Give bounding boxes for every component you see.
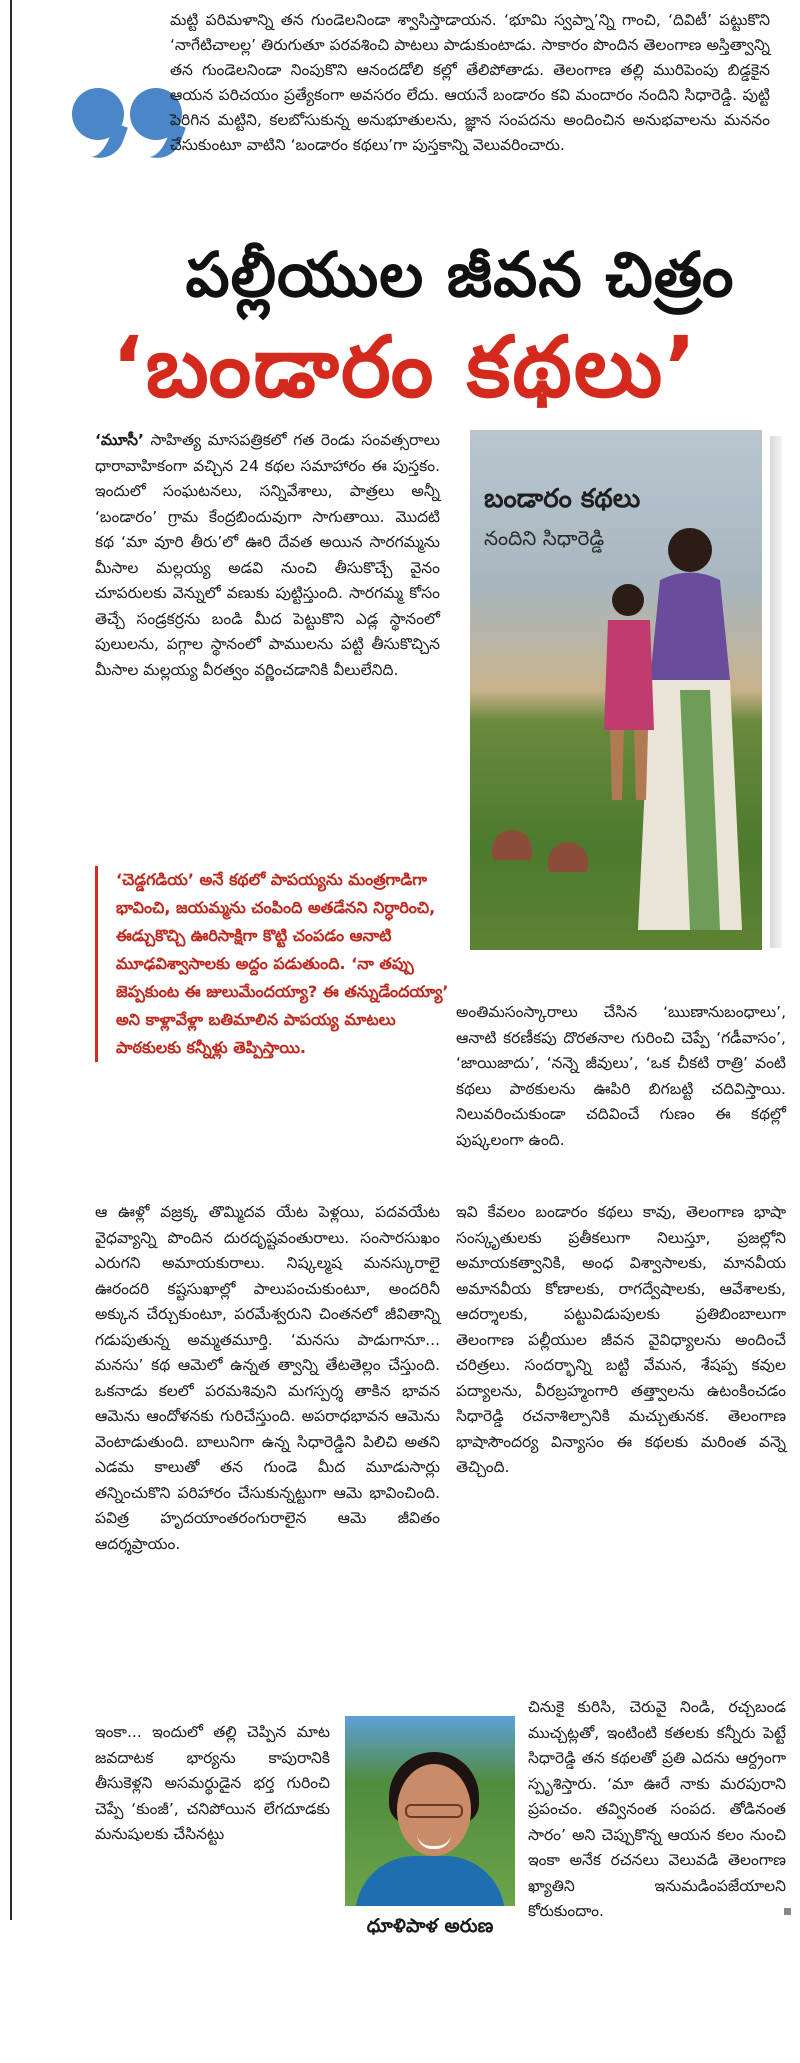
right-column-top [456,1000,786,1175]
headline-line-1: పల్లీయుల జీవన చిత్రం [185,238,735,311]
right-column-middle [456,1200,786,1503]
paragraph-5: ఇవి కేవలం బండారం కథలు కావు, తెలంగాణ భాషా సంస్కృతులకు ప్రతీకలుగా నిలుస్తూ, ప్రజల్లోని అమాయకత్వానికి, అంధ విశ్వాసాలకు, మానవీయ అమానవీయ కోణాలకు, రాగద్వేషాలకు, ఆవేశాలకు, ఆదర్శాలకు, పట్టువిడుపులకు ప్రతిబింబాలుగా తెలంగాణ పల్లీయుల జీవన వైవిధ్యాలను అందించే చరిత్రలు. సందర్భాన్ని బట్టి వేమన, శేషప్ప కవుల పద్యాలను, వీరబ్రహ్మంగారి తత్త్వాలను ఉటంకించడం సిధారెడ్డి రచనాశిల్పానికి మచ్చుతునక. తెలంగాణ భాషాసౌందర్య విన్యాసం ఈ కథలకు మరింత వన్నె తెచ్చింది. [456,1203,786,1476]
paragraph-4: అంతిమసంస్కారాలు చేసిన ‘ఋణానుబంధాలు’, ఆనాటి కరణీకపు దొరతనాల గురించి చెప్పే ‘గడీవాసం’, ‘జాయిజాదు’, ‘నన్నె జీవులు’, ‘ఒక చీకటి రాత్రి’ వంటి కథలు పాఠకులను ఊపిరి బిగబట్టి చదివిస్తాయి. నిలువరించుకుండా చదివించే గుణం ఈ కథల్లో పుష్కలంగా ఉంది. [456,1003,786,1149]
field-worker-icon [548,842,588,872]
left-column-end [95,1720,330,1870]
book-author: నందిని సిధారెడ్డి [484,526,605,550]
paragraph-6: చినుకై కురిసి, చెరువై నిండి, రచ్చబండ ముచ్చట్లతో, ఇంటింటి కతలకు కన్నీరు పెట్టే సిధారెడ్డి తన కథలతో ప్రతి ఎదను ఆర్ద్రంగా స్పృశిస్తారు. ‘మా ఊరే నాకు మరపురాని ప్రపంచం. తవ్వినంత సంపద. తోడినంత సారం’ అని చెప్పుకొన్న ఆయన కలం నుంచి ఇంకా అనేక రచనలు వెలువడి తెలంగాణ ఖ్యాతిని ఇనుమడింపజేయాలని కోరుకుందాం. [528,1698,786,1920]
end-mark [784,1908,791,1915]
quote-mark-icon [72,88,182,140]
right-column-bottom [528,1695,786,1947]
paragraph-2: ఆ ఊళ్లో వజ్రక్క తొమ్మిదవ యేట పెళ్లయి, పదవయేట వైధవ్యాన్ని పొందిన దురదృష్టవంతురాలు. సంసారసుఖం ఎరుగని అమాయకురాలు. నిష్కల్మష మనస్కురాలై ఊరందరి కష్టసుఖాల్లో పాలుపంచుకుంటూ, అందరినీ అక్కున చేర్చుకుంటూ, పరమేశ్వరుని చింతనలో జీవితాన్ని గడుపుతున్న అమ్మతమూర్తి. ‘మనసు పాడుగానూ... మనసు’ కథ ఆమెలో ఉన్నత త్వాన్ని తేటతెల్లం చేస్తుంది. ఒకనాడు కలలో పరమశివుని మగస్పర్శ తాకిన భావన ఆమెను ఆందోళనకు గురిచేస్తుంది. అపరాధభావన ఆమెను వెంటాడుతుంది. బాలునిగా ఉన్న సిధారెడ్డిని పిలిచి అతని ఎడమ కాలుతో తన గుండె మీద మూడుసార్లు తన్నించుకొని పరిహారం చేసుకున్నట్టుగా ఆమె భావించింది. పవిత్ర హృదయాంతరంగురాలైన ఆమె జీవితం ఆదర్శప్రాయం. [95,1203,440,1553]
left-column-top [95,428,440,705]
paragraph-3: ఇంకా... ఇందులో తల్లి చెప్పిన మాట జవదాటక భార్యను కాపురానికి తీసుకెళ్లని అసమర్థుడైన భర్త గురించి చెప్పే ‘కుంజీ’, చనిపోయిన లేగదూడకు మనుషులకు చేసినట్టు [95,1723,330,1843]
book-cover-image [470,430,772,950]
left-column-rule [10,0,12,1920]
paragraph-1: సాహిత్య మాసపత్రికలో గత రెండు సంవత్సరాలు ధారావాహికంగా వచ్చిన 24 కథల సమాహారం ఈ పుస్తకం. ఇందులో సంఘటనలు, సన్నివేశాలు, పాత్రలు అన్నీ ‘బండారం’ గ్రామ కేంద్రబిందువుగా సాగుతాయి. మొదటి కథ ‘మా వూరి తీరు’లో ఊరి దేవత అయిన సారగమ్మను మీసాల మల్లయ్య అడవి నుంచి తీసుకొచ్చే వైనం చూపరులకు వెన్నులో వణుకు పుట్టిస్తుంది. సారగమ్మ కోసం తెచ్చే సండ్రకర్రను బండి మీద పెట్టుకొని ఎడ్ల స్థానంలో పులులను, పగ్గాల స్థానంలో పాములను పట్టి తీసుకొచ్చిన మీసాల మల్లయ్య వీరత్వం వర్ణించడానికి వీలులేనిది. [95,431,440,679]
author-name: ధూళిపాళ అరుణ [366,1915,494,1937]
author-photo [345,1716,515,1906]
left-column-bottom [95,1200,440,1579]
magazine-name: ‘మూసీ’ [95,431,144,449]
pull-quote: ‘చెడ్డగడియ’ అనే కథలో పాపయ్యను మంత్రగాడిగా భావించి, జయమ్మను చంపింది అతడేనని నిర్ధారించి, ఈడ్చుకొచ్చి ఊరిసాక్షిగా కొట్టి చంపడం ఆనాటి మూఢవిశ్వాసాలకు అద్దం పడుతుంది. ‘నా తప్పు జెప్పకుంట ఈ జులుమేందయ్యా? ఈ తన్నుడేందయ్యా’ అని కాళ్లావేళ్లా బతిమాలిన పాపయ్య మాటలు పాఠకులకు కన్నీళ్లు తెప్పిస్తాయి. [95,866,461,1062]
field-worker-icon [492,830,532,860]
book-title: బండారం కథలు [484,484,641,514]
intro-paragraph: మట్టి పరిమళాన్ని తన గుండెలనిండా శ్వాసిస్తాడాయన. ‘భూమి స్వప్నా’న్ని గాంచి, ‘దివిటీ’ పట్టుకొని ‘నాగేటిచాలల్ల’ తిరుగుతూ పరవశించి పాటలు పాడుకుంటాడు. సాకారం పొందిన తెలంగాణ అస్తిత్వాన్ని తన గుండెలనిండా నింపుకొని ఆనందడోలి కల్లో తేలిపోతాడు. తెలంగాణ తల్లి మురిపెంపు బిడ్డకైన ఆయన పరిచయం ప్రత్యేకంగా అవసరం లేదు. ఆయనే బండారం కవి మందారం నందిని సిధారెడ్డి. పుట్టి పెరిగిన మట్టిని, కలబోసుకున్న అనుభూతులను, జ్ఞాన సంపదను అందించిన అనుభవాలను మననం చేసుకుంటూ వాటిని ‘బండారం కథలు’గా పుస్తకాన్ని వెలువరించారు. [170,11,770,154]
child-figure-icon [588,580,668,810]
headline-line-2: ‘బండారం కథలు’ [111,318,699,416]
